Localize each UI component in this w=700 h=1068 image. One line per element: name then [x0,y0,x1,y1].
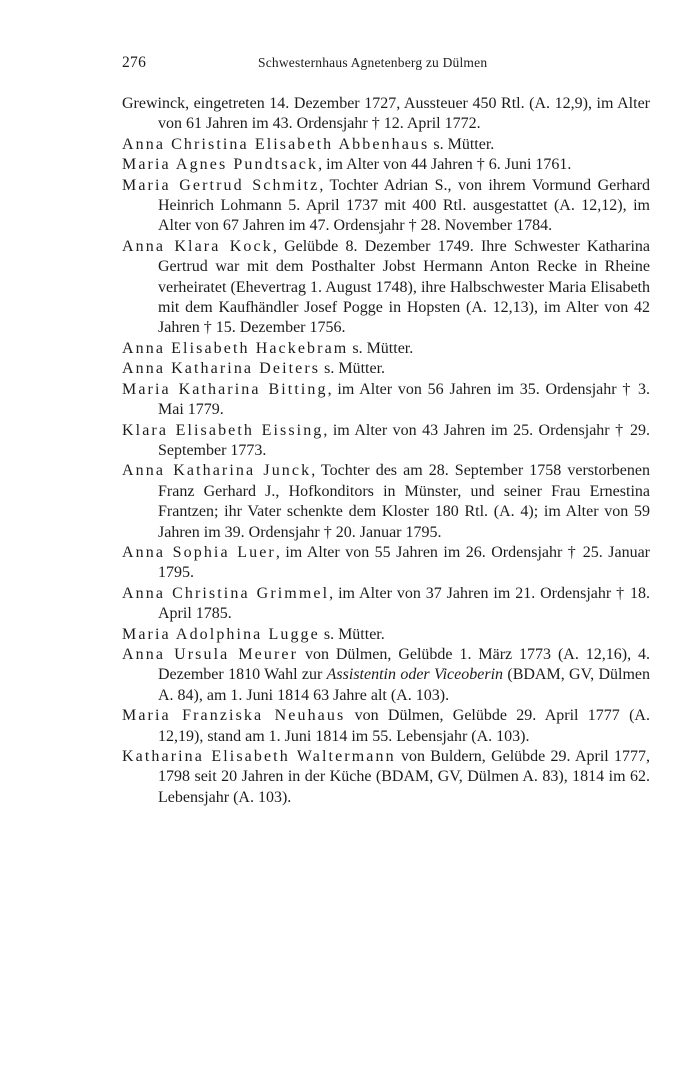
register-entry [122,359,650,379]
entry-text: , im Alter von 43 Jahren im 25. Ordensjahr † 29. September 1773. [158,421,650,459]
register-entry [122,176,650,237]
entry-text: s. Mütter. [348,339,414,357]
register-entry [122,421,650,462]
register-entry [122,339,650,359]
entry-name: Klara Elisabeth Eissing [122,421,324,439]
entry-name: Anna Katharina Junck [122,462,312,480]
entry-text: von Buldern, Gelübde 29. April 1777, 1798 seit 20 Jahren in der Küche (BDAM, GV, Dülmen A. 83), 1814 im 62. Lebensjahr (A. 103). [158,748,651,806]
entry-name: Maria Agnes Pundtsack [122,156,319,174]
entry-text: s. Mütter. [320,360,386,378]
entry-name: Maria Katharina Bitting [122,380,328,398]
register-entry [122,237,650,339]
entry-text: , Tochter des am 28. September 1758 verstorbenen Franz Gerhard J., Hofkonditors in Münster, und seiner Frau Ernestina Frantzen; ihr Vater schenkte dem Kloster 180 Rtl. (A. 4); im Alter von 59 Jahren im 39. Ordensjahr † 20. Januar 1795. [158,462,651,541]
register-entry [122,625,650,645]
register-entry [122,461,650,543]
register-entries [122,94,650,808]
register-entry [122,135,650,155]
running-head: Schwesternhaus Agnetenberg zu Dülmen [258,55,488,70]
entry-name: Maria Franziska Neuhaus [122,707,346,725]
entry-name: Anna Elisabeth Hackebram [122,339,349,357]
entry-text: von Dülmen, Gelübde 1. März 1773 (A. 12,16), 4. Dezember 1810 Wahl zur [158,645,650,684]
register-entry [122,155,650,175]
entry-text: , im Alter von 37 Jahren im 21. Ordensjahr † 18. April 1785. [158,584,650,623]
register-entry [122,747,650,808]
register-entry [122,706,650,747]
entry-name: Maria Adolphina Lugge [122,625,320,643]
entry-text: Grewinck, eingetreten 14. Dezember 1727, Aussteuer 450 Rtl. (A. 12,9), im Alter von 61 Jahren im 43. Ordensjahr † 12. April 1772. [122,95,650,133]
entry-text: , Tochter Adrian S., von ihrem Vormund Gerhard Heinrich Lohmann 5. April 1737 mit 400 Rtl. ausgestattet (A. 12,12), im Alter von 67 Jahren im 47. Ordensjahr † 28. November 1784. [158,176,651,235]
entry-text: , im Alter von 55 Jahren im 26. Ordensjahr † 25. Januar 1795. [158,543,651,582]
page-header [122,54,652,76]
register-entry [122,645,650,706]
entry-text: s. Mütter. [429,135,495,153]
entry-name: Anna Sophia Luer [122,543,276,561]
entry-name: Maria Gertrud Schmitz [122,176,320,194]
entry-name: Anna Katharina Deiters [122,360,321,378]
entry-text: s. Mütter. [319,625,385,643]
page-number: 276 [122,54,147,71]
entry-name: Anna Christina Grimmel [122,584,330,602]
entry-text: , im Alter von 56 Jahren im 35. Ordensjahr † 3. Mai 1779. [158,380,650,419]
entry-italic-text: Assistentin oder Viceoberin [326,666,504,684]
register-entry [122,380,650,421]
register-entry [122,584,650,625]
entry-name: Anna Christina Elisabeth Abbenhaus [122,135,430,153]
entry-text: , Gelübde 8. Dezember 1749. Ihre Schwester Katharina Gertrud war mit dem Posthalter Jobst Hermann Anton Recke in Rheine verheiratet (Ehevertrag 1. August 1748), ihre Halbschwester Maria Elisabeth mit dem Kaufhändler Josef Pogge in Hopsten (A. 12,13), im Alter von 42 Jahren † 15. Dezember 1756. [158,237,651,337]
entry-name: Katharina Elisabeth Waltermann [122,748,396,765]
register-entry [122,94,650,135]
entry-text: , im Alter von 44 Jahren † 6. Juni 1761. [318,156,572,174]
entry-name: Anna Ursula Meurer [122,645,299,663]
entry-text: von Dülmen, Gelübde 29. April 1777 (A. 12,19), stand am 1. Juni 1814 im 55. Lebensjahr (A. 103). [158,707,650,745]
entry-text-after: (BDAM, GV, Dülmen A. 84), am 1. Juni 1814 63 Jahre alt (A. 103). [158,666,650,704]
register-entry [122,543,650,584]
entry-name: Anna Klara Kock [122,237,273,255]
